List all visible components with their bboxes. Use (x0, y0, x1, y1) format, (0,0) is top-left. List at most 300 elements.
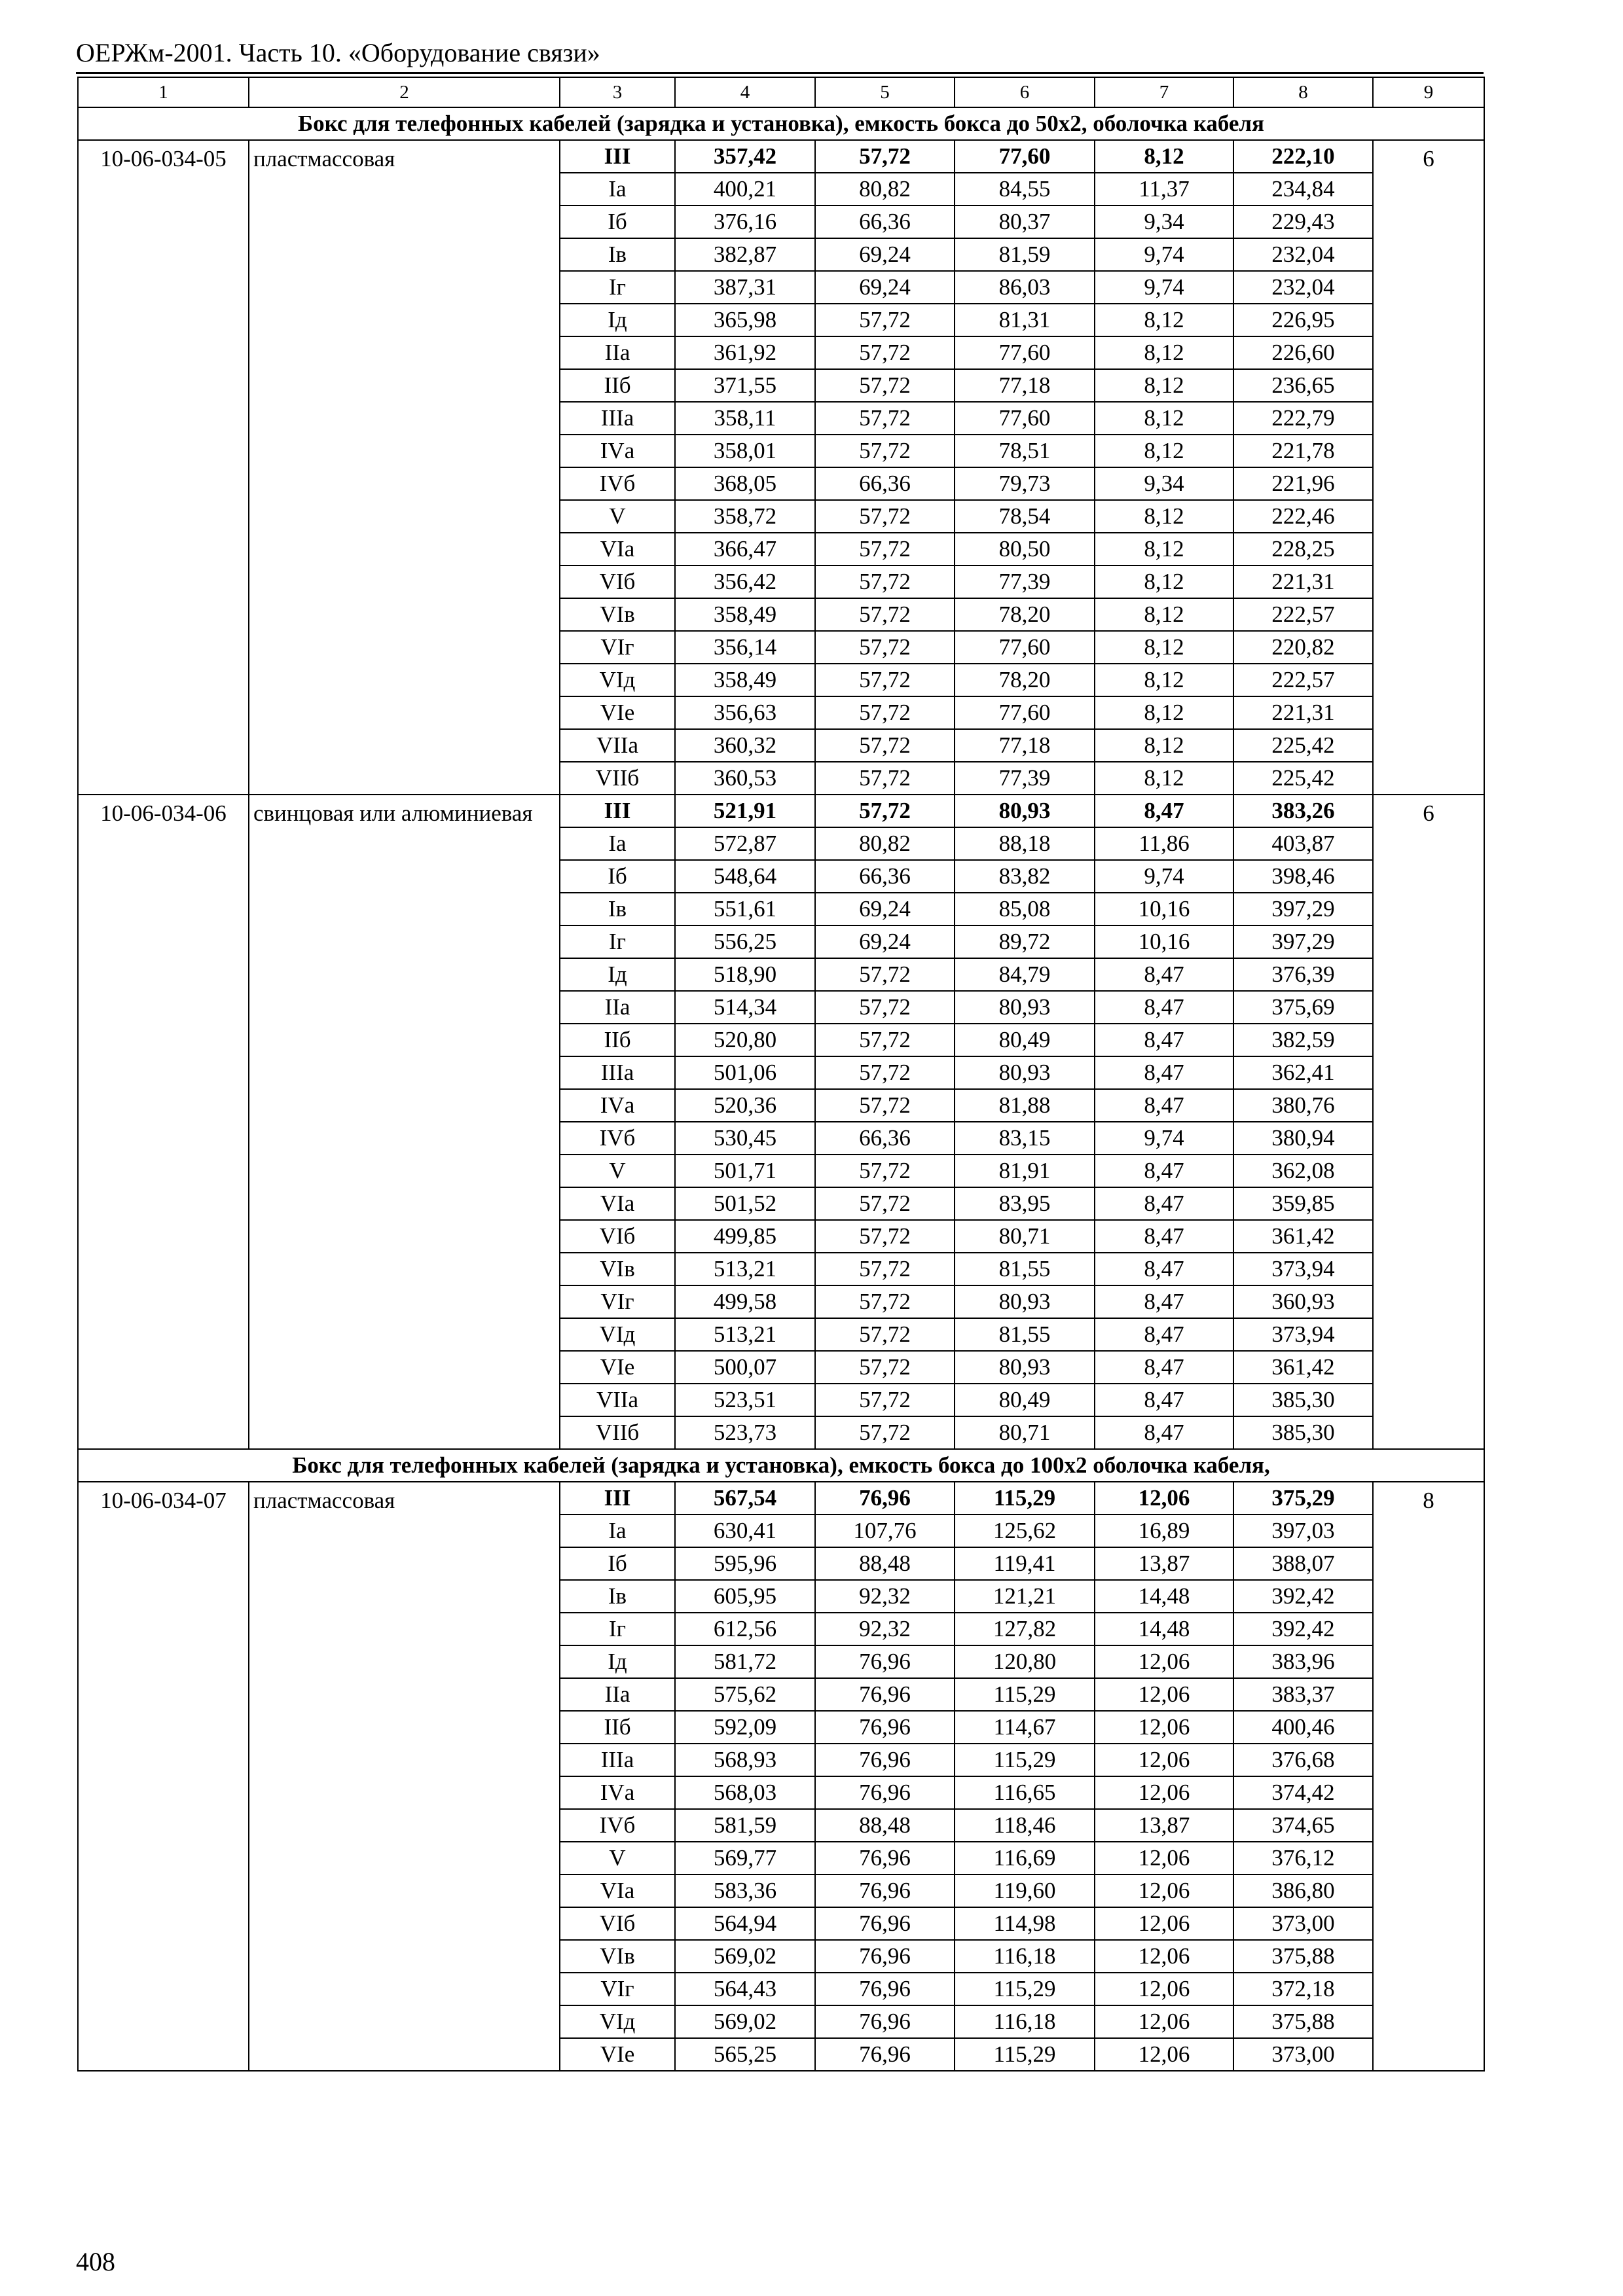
zone-cell: IIа (560, 336, 675, 369)
value-cell: 83,95 (955, 1187, 1095, 1220)
zone-cell: IIб (560, 1711, 675, 1744)
value-cell: 520,80 (675, 1024, 815, 1056)
value-cell: 500,07 (675, 1351, 815, 1384)
value-cell: 77,60 (955, 631, 1095, 664)
value-cell: 583,36 (675, 1874, 815, 1907)
zone-cell: Iа (560, 1515, 675, 1547)
zone-cell: Iв (560, 1580, 675, 1613)
value-cell: 356,42 (675, 565, 815, 598)
value-cell: 11,37 (1095, 173, 1233, 206)
column-number: 6 (955, 77, 1095, 107)
value-cell: 85,08 (955, 893, 1095, 925)
value-cell: 78,51 (955, 435, 1095, 467)
value-cell: 80,93 (955, 991, 1095, 1024)
value-cell: 14,48 (1095, 1613, 1233, 1645)
value-cell: 80,71 (955, 1220, 1095, 1253)
value-cell: 229,43 (1233, 206, 1373, 238)
value-cell: 371,55 (675, 369, 815, 402)
zone-cell: VIIб (560, 762, 675, 795)
value-cell: 9,74 (1095, 1122, 1233, 1155)
value-cell: 222,46 (1233, 500, 1373, 533)
zone-cell: IIа (560, 991, 675, 1024)
value-cell: 8,12 (1095, 336, 1233, 369)
rates-table (77, 77, 1485, 2072)
column-number: 3 (560, 77, 675, 107)
value-cell: 358,49 (675, 664, 815, 696)
value-cell: 8,12 (1095, 402, 1233, 435)
value-cell: 8,47 (1095, 1155, 1233, 1187)
value-cell: 11,86 (1095, 827, 1233, 860)
zone-cell: VIв (560, 1253, 675, 1285)
norm-cell: 6 (1373, 795, 1484, 1449)
value-cell: 373,00 (1233, 1907, 1373, 1940)
value-cell: 76,96 (815, 1973, 955, 2005)
value-cell: 88,18 (955, 827, 1095, 860)
value-cell: 376,12 (1233, 1842, 1373, 1874)
zone-cell: Iд (560, 304, 675, 336)
value-cell: 565,25 (675, 2038, 815, 2071)
value-cell: 120,80 (955, 1645, 1095, 1678)
value-cell: 80,93 (955, 1056, 1095, 1089)
value-cell: 57,72 (815, 1253, 955, 1285)
zone-cell: VIIа (560, 1384, 675, 1416)
value-cell: 78,20 (955, 664, 1095, 696)
zone-cell: III (560, 1482, 675, 1515)
value-cell: 8,12 (1095, 369, 1233, 402)
value-cell: 8,12 (1095, 664, 1233, 696)
column-number-row (78, 77, 1484, 107)
value-cell: 69,24 (815, 893, 955, 925)
zone-cell: VIг (560, 1285, 675, 1318)
value-cell: 236,65 (1233, 369, 1373, 402)
value-cell: 76,96 (815, 1940, 955, 1973)
value-cell: 375,88 (1233, 2005, 1373, 2038)
zone-cell: IIа (560, 1678, 675, 1711)
value-cell: 76,96 (815, 2038, 955, 2071)
section-heading: Бокс для телефонных кабелей (зарядка и установка), емкость бокса до 50х2, оболочка кабеля (78, 107, 1484, 140)
value-cell: 57,72 (815, 1416, 955, 1449)
value-cell: 8,47 (1095, 1056, 1233, 1089)
zone-cell: IVа (560, 1089, 675, 1122)
value-cell: 360,93 (1233, 1285, 1373, 1318)
sheath-type: пластмассовая (249, 140, 560, 795)
zone-cell: VIб (560, 1907, 675, 1940)
zone-cell: VIе (560, 2038, 675, 2071)
value-cell: 12,06 (1095, 1645, 1233, 1678)
value-cell: 572,87 (675, 827, 815, 860)
zone-cell: Iб (560, 860, 675, 893)
value-cell: 12,06 (1095, 1940, 1233, 1973)
value-cell: 575,62 (675, 1678, 815, 1711)
value-cell: 76,96 (815, 1711, 955, 1744)
value-cell: 80,50 (955, 533, 1095, 565)
value-cell: 13,87 (1095, 1809, 1233, 1842)
value-cell: 8,12 (1095, 762, 1233, 795)
value-cell: 523,73 (675, 1416, 815, 1449)
value-cell: 221,78 (1233, 435, 1373, 467)
value-cell: 556,25 (675, 925, 815, 958)
value-cell: 57,72 (815, 1384, 955, 1416)
value-cell: 57,72 (815, 664, 955, 696)
value-cell: 8,47 (1095, 1024, 1233, 1056)
value-cell: 12,06 (1095, 1842, 1233, 1874)
value-cell: 501,71 (675, 1155, 815, 1187)
value-cell: 8,47 (1095, 1089, 1233, 1122)
value-cell: 57,72 (815, 1089, 955, 1122)
zone-cell: Iб (560, 206, 675, 238)
value-cell: 16,89 (1095, 1515, 1233, 1547)
value-cell: 228,25 (1233, 533, 1373, 565)
value-cell: 9,34 (1095, 206, 1233, 238)
value-cell: 76,96 (815, 1776, 955, 1809)
value-cell: 523,51 (675, 1384, 815, 1416)
zone-cell: IIIа (560, 402, 675, 435)
value-cell: 568,93 (675, 1744, 815, 1776)
column-number: 9 (1373, 77, 1484, 107)
value-cell: 222,57 (1233, 664, 1373, 696)
value-cell: 80,71 (955, 1416, 1095, 1449)
value-cell: 521,91 (675, 795, 815, 827)
value-cell: 77,60 (955, 402, 1095, 435)
value-cell: 66,36 (815, 467, 955, 500)
sheath-type: пластмассовая (249, 1482, 560, 2071)
value-cell: 77,39 (955, 565, 1095, 598)
value-cell: 57,72 (815, 369, 955, 402)
value-cell: 76,96 (815, 1874, 955, 1907)
value-cell: 398,46 (1233, 860, 1373, 893)
value-cell: 9,74 (1095, 860, 1233, 893)
value-cell: 12,06 (1095, 1482, 1233, 1515)
value-cell: 385,30 (1233, 1416, 1373, 1449)
value-cell: 57,72 (815, 1220, 955, 1253)
value-cell: 8,12 (1095, 500, 1233, 533)
value-cell: 380,76 (1233, 1089, 1373, 1122)
value-cell: 400,46 (1233, 1711, 1373, 1744)
value-cell: 83,82 (955, 860, 1095, 893)
value-cell: 581,59 (675, 1809, 815, 1842)
value-cell: 501,52 (675, 1187, 815, 1220)
value-cell: 66,36 (815, 860, 955, 893)
value-cell: 12,06 (1095, 1776, 1233, 1809)
value-cell: 225,42 (1233, 729, 1373, 762)
value-cell: 226,60 (1233, 336, 1373, 369)
value-cell: 392,42 (1233, 1580, 1373, 1613)
value-cell: 57,72 (815, 533, 955, 565)
value-cell: 57,72 (815, 1155, 955, 1187)
zone-cell: VIг (560, 1973, 675, 2005)
table-body (78, 77, 1484, 2071)
value-cell: 376,68 (1233, 1744, 1373, 1776)
value-cell: 12,06 (1095, 2005, 1233, 2038)
table-row (78, 1482, 1484, 1515)
value-cell: 513,21 (675, 1318, 815, 1351)
value-cell: 57,72 (815, 1056, 955, 1089)
value-cell: 10,16 (1095, 925, 1233, 958)
zone-cell: IVб (560, 1122, 675, 1155)
value-cell: 89,72 (955, 925, 1095, 958)
value-cell: 115,29 (955, 2038, 1095, 2071)
value-cell: 77,18 (955, 729, 1095, 762)
value-cell: 92,32 (815, 1580, 955, 1613)
zone-cell: VIа (560, 1874, 675, 1907)
value-cell: 397,03 (1233, 1515, 1373, 1547)
zone-cell: IVб (560, 467, 675, 500)
value-cell: 76,96 (815, 1907, 955, 1940)
value-cell: 225,42 (1233, 762, 1373, 795)
zone-cell: VIг (560, 631, 675, 664)
zone-cell: VIд (560, 2005, 675, 2038)
zone-cell: V (560, 1155, 675, 1187)
zone-cell: VIд (560, 1318, 675, 1351)
zone-cell: Iв (560, 238, 675, 271)
value-cell: 385,30 (1233, 1384, 1373, 1416)
value-cell: 362,08 (1233, 1155, 1373, 1187)
value-cell: 388,07 (1233, 1547, 1373, 1580)
zone-cell: VIб (560, 565, 675, 598)
zone-cell: IIIа (560, 1056, 675, 1089)
value-cell: 222,79 (1233, 402, 1373, 435)
value-cell: 8,12 (1095, 565, 1233, 598)
value-cell: 581,72 (675, 1645, 815, 1678)
norm-cell: 8 (1373, 1482, 1484, 2071)
column-number: 5 (815, 77, 955, 107)
zone-cell: VIе (560, 696, 675, 729)
value-cell: 568,03 (675, 1776, 815, 1809)
value-cell: 8,47 (1095, 1384, 1233, 1416)
value-cell: 116,65 (955, 1776, 1095, 1809)
value-cell: 78,54 (955, 500, 1095, 533)
value-cell: 66,36 (815, 206, 955, 238)
value-cell: 366,47 (675, 533, 815, 565)
zone-cell: VIб (560, 1220, 675, 1253)
value-cell: 373,00 (1233, 2038, 1373, 2071)
value-cell: 83,15 (955, 1122, 1095, 1155)
value-cell: 84,79 (955, 958, 1095, 991)
value-cell: 116,18 (955, 2005, 1095, 2038)
value-cell: 359,85 (1233, 1187, 1373, 1220)
value-cell: 78,20 (955, 598, 1095, 631)
value-cell: 592,09 (675, 1711, 815, 1744)
value-cell: 12,06 (1095, 1744, 1233, 1776)
value-cell: 77,18 (955, 369, 1095, 402)
value-cell: 118,46 (955, 1809, 1095, 1842)
value-cell: 8,47 (1095, 1187, 1233, 1220)
value-cell: 57,72 (815, 958, 955, 991)
zone-cell: V (560, 1842, 675, 1874)
table-row (78, 140, 1484, 173)
value-cell: 362,41 (1233, 1056, 1373, 1089)
section-heading-row (78, 1449, 1484, 1482)
zone-cell: Iв (560, 893, 675, 925)
value-cell: 372,18 (1233, 1973, 1373, 2005)
zone-cell: V (560, 500, 675, 533)
header-rule (76, 72, 1484, 74)
value-cell: 12,06 (1095, 2038, 1233, 2071)
value-cell: 387,31 (675, 271, 815, 304)
value-cell: 8,12 (1095, 631, 1233, 664)
value-cell: 567,54 (675, 1482, 815, 1515)
value-cell: 12,06 (1095, 1973, 1233, 2005)
value-cell: 221,31 (1233, 565, 1373, 598)
value-cell: 76,96 (815, 1842, 955, 1874)
value-cell: 8,47 (1095, 1253, 1233, 1285)
value-cell: 356,63 (675, 696, 815, 729)
value-cell: 221,96 (1233, 467, 1373, 500)
value-cell: 9,74 (1095, 271, 1233, 304)
value-cell: 8,47 (1095, 1285, 1233, 1318)
zone-cell: IIIа (560, 1744, 675, 1776)
value-cell: 77,60 (955, 140, 1095, 173)
value-cell: 383,37 (1233, 1678, 1373, 1711)
zone-cell: IIб (560, 1024, 675, 1056)
value-cell: 386,80 (1233, 1874, 1373, 1907)
zone-cell: Iг (560, 271, 675, 304)
value-cell: 119,60 (955, 1874, 1095, 1907)
value-cell: 360,53 (675, 762, 815, 795)
value-cell: 605,95 (675, 1580, 815, 1613)
value-cell: 57,72 (815, 435, 955, 467)
value-cell: 76,96 (815, 1678, 955, 1711)
zone-cell: VIа (560, 1187, 675, 1220)
value-cell: 114,98 (955, 1907, 1095, 1940)
page-number: 408 (76, 2247, 115, 2276)
value-cell: 518,90 (675, 958, 815, 991)
value-cell: 12,06 (1095, 1678, 1233, 1711)
value-cell: 57,72 (815, 1024, 955, 1056)
value-cell: 81,91 (955, 1155, 1095, 1187)
value-cell: 569,02 (675, 2005, 815, 2038)
value-cell: 383,96 (1233, 1645, 1373, 1678)
value-cell: 234,84 (1233, 173, 1373, 206)
column-number: 2 (249, 77, 560, 107)
value-cell: 368,05 (675, 467, 815, 500)
value-cell: 8,12 (1095, 435, 1233, 467)
value-cell: 115,29 (955, 1482, 1095, 1515)
value-cell: 520,36 (675, 1089, 815, 1122)
value-cell: 57,72 (815, 565, 955, 598)
value-cell: 397,29 (1233, 893, 1373, 925)
value-cell: 77,39 (955, 762, 1095, 795)
zone-cell: VIв (560, 598, 675, 631)
zone-cell: Iб (560, 1547, 675, 1580)
value-cell: 114,67 (955, 1711, 1095, 1744)
value-cell: 57,72 (815, 631, 955, 664)
value-cell: 221,31 (1233, 696, 1373, 729)
value-cell: 513,21 (675, 1253, 815, 1285)
value-cell: 125,62 (955, 1515, 1095, 1547)
value-cell: 551,61 (675, 893, 815, 925)
value-cell: 88,48 (815, 1547, 955, 1580)
value-cell: 57,72 (815, 1318, 955, 1351)
value-cell: 397,29 (1233, 925, 1373, 958)
value-cell: 358,49 (675, 598, 815, 631)
rate-code: 10-06-034-05 (78, 140, 249, 795)
value-cell: 8,47 (1095, 1416, 1233, 1449)
value-cell: 569,02 (675, 1940, 815, 1973)
value-cell: 115,29 (955, 1744, 1095, 1776)
value-cell: 57,72 (815, 304, 955, 336)
column-number: 8 (1233, 77, 1373, 107)
value-cell: 8,12 (1095, 696, 1233, 729)
value-cell: 569,77 (675, 1842, 815, 1874)
value-cell: 380,94 (1233, 1122, 1373, 1155)
section-heading: Бокс для телефонных кабелей (зарядка и установка), емкость бокса до 100х2 оболочка кабеля, (78, 1449, 1484, 1482)
zone-cell: III (560, 140, 675, 173)
value-cell: 57,72 (815, 762, 955, 795)
value-cell: 12,06 (1095, 1907, 1233, 1940)
value-cell: 57,72 (815, 795, 955, 827)
zone-cell: VIIа (560, 729, 675, 762)
value-cell: 630,41 (675, 1515, 815, 1547)
value-cell: 8,12 (1095, 304, 1233, 336)
value-cell: 360,32 (675, 729, 815, 762)
value-cell: 127,82 (955, 1613, 1095, 1645)
value-cell: 356,14 (675, 631, 815, 664)
value-cell: 115,29 (955, 1973, 1095, 2005)
value-cell: 115,29 (955, 1678, 1095, 1711)
value-cell: 9,34 (1095, 467, 1233, 500)
value-cell: 80,49 (955, 1024, 1095, 1056)
rate-code: 10-06-034-06 (78, 795, 249, 1449)
value-cell: 80,82 (815, 173, 955, 206)
value-cell: 81,88 (955, 1089, 1095, 1122)
table-row (78, 795, 1484, 827)
value-cell: 80,49 (955, 1384, 1095, 1416)
value-cell: 382,87 (675, 238, 815, 271)
value-cell: 12,06 (1095, 1874, 1233, 1907)
value-cell: 548,64 (675, 860, 815, 893)
value-cell: 57,72 (815, 1351, 955, 1384)
value-cell: 612,56 (675, 1613, 815, 1645)
value-cell: 220,82 (1233, 631, 1373, 664)
value-cell: 376,39 (1233, 958, 1373, 991)
value-cell: 358,01 (675, 435, 815, 467)
value-cell: 88,48 (815, 1809, 955, 1842)
value-cell: 8,47 (1095, 1220, 1233, 1253)
value-cell: 80,82 (815, 827, 955, 860)
zone-cell: VIа (560, 533, 675, 565)
value-cell: 10,16 (1095, 893, 1233, 925)
value-cell: 69,24 (815, 238, 955, 271)
value-cell: 76,96 (815, 1645, 955, 1678)
value-cell: 121,21 (955, 1580, 1095, 1613)
value-cell: 222,10 (1233, 140, 1373, 173)
value-cell: 77,60 (955, 696, 1095, 729)
value-cell: 382,59 (1233, 1024, 1373, 1056)
value-cell: 375,29 (1233, 1482, 1373, 1515)
value-cell: 116,69 (955, 1842, 1095, 1874)
value-cell: 69,24 (815, 271, 955, 304)
value-cell: 79,73 (955, 467, 1095, 500)
value-cell: 81,55 (955, 1318, 1095, 1351)
value-cell: 80,93 (955, 1285, 1095, 1318)
value-cell: 66,36 (815, 1122, 955, 1155)
value-cell: 8,12 (1095, 729, 1233, 762)
sheath-type: свинцовая или алюминиевая (249, 795, 560, 1449)
zone-cell: IVа (560, 1776, 675, 1809)
value-cell: 375,88 (1233, 1940, 1373, 1973)
value-cell: 365,98 (675, 304, 815, 336)
value-cell: 357,42 (675, 140, 815, 173)
value-cell: 595,96 (675, 1547, 815, 1580)
value-cell: 361,92 (675, 336, 815, 369)
value-cell: 226,95 (1233, 304, 1373, 336)
value-cell: 81,31 (955, 304, 1095, 336)
value-cell: 530,45 (675, 1122, 815, 1155)
value-cell: 361,42 (1233, 1351, 1373, 1384)
page-header: ОЕРЖм-2001. Часть 10. «Оборудование связи» (76, 38, 600, 67)
value-cell: 81,55 (955, 1253, 1095, 1285)
